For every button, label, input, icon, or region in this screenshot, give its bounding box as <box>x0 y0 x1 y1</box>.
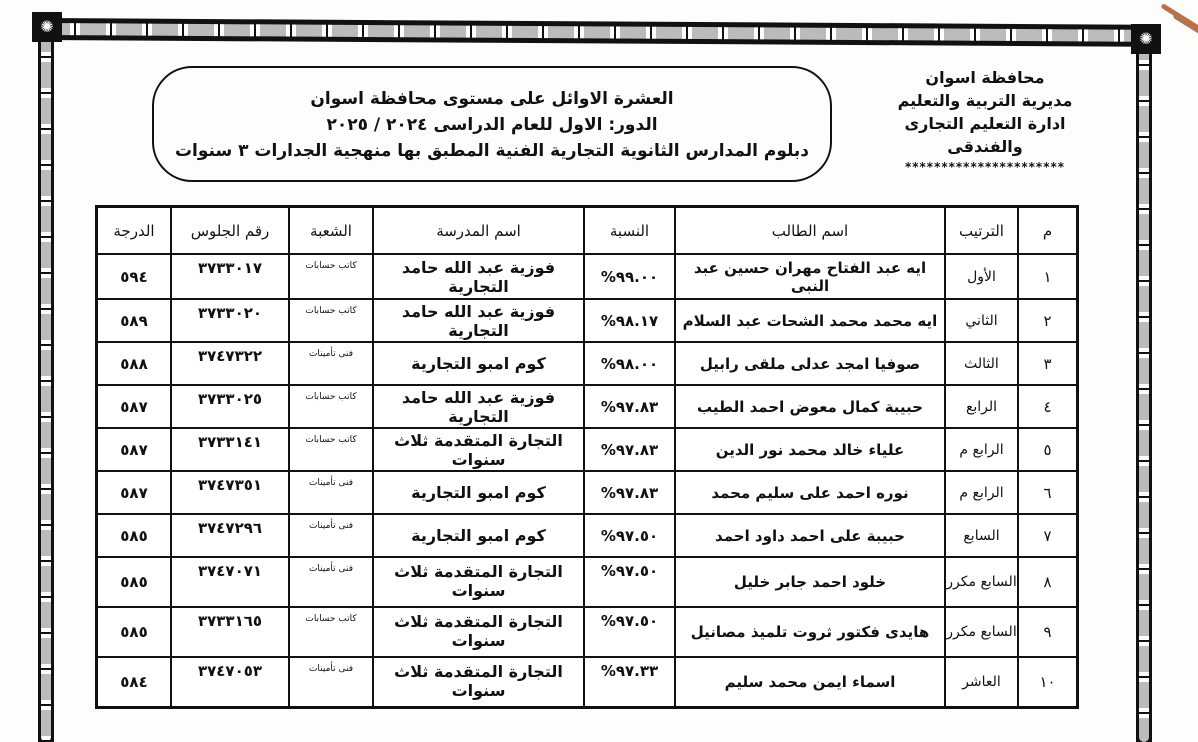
org-administration: ادارة التعليم التجارى والفندقى <box>904 114 1066 156</box>
cell-branch: كاتب حسابات <box>289 428 373 471</box>
cell-rank: الثاني <box>945 299 1018 342</box>
cell-school: كوم امبو التجارية <box>373 342 584 385</box>
corner-ornament-icon: ✺ <box>32 12 62 42</box>
col-header-index: م <box>1018 207 1078 255</box>
top-ten-table <box>95 205 1079 709</box>
cell-grade: ٥٨٩ <box>97 299 172 342</box>
cell-seat-number: ٣٧٣٣٠٢٥ <box>171 385 289 428</box>
cell-seat-number: ٣٧٣٣١٤١ <box>171 428 289 471</box>
cell-index: ١ <box>1018 254 1078 299</box>
cell-school: فوزية عبد الله حامد التجارية <box>373 254 584 299</box>
cell-percentage: %٩٧.٥٠ <box>584 607 675 657</box>
table-row <box>97 428 1078 471</box>
org-governorate: محافظة اسوان <box>925 68 1045 87</box>
cell-school: كوم امبو التجارية <box>373 471 584 514</box>
cell-grade: ٥٨٥ <box>97 514 172 557</box>
cell-student-name: اسماء ايمن محمد سليم <box>675 657 945 707</box>
cell-branch: فنى تأمينات <box>289 342 373 385</box>
col-header-school: اسم المدرسة <box>373 207 584 255</box>
cell-seat-number: ٣٧٤٧٠٥٣ <box>171 657 289 707</box>
cell-grade: ٥٩٤ <box>97 254 172 299</box>
cell-grade: ٥٨٨ <box>97 342 172 385</box>
title-box <box>152 66 832 182</box>
cell-branch: فنى تأمينات <box>289 514 373 557</box>
cell-grade: ٥٨٧ <box>97 471 172 514</box>
cell-student-name: هايدى فكتور ثروت تلميذ مصانيل <box>675 607 945 657</box>
cell-branch: كاتب حسابات <box>289 607 373 657</box>
cell-index: ٤ <box>1018 385 1078 428</box>
cell-student-name: ايه محمد محمد الشحات عبد السلام <box>675 299 945 342</box>
col-header-seat-number: رقم الجلوس <box>171 207 289 255</box>
cell-rank: الأول <box>945 254 1018 299</box>
col-header-branch: الشعبة <box>289 207 373 255</box>
cell-percentage: %٩٩.٠٠ <box>584 254 675 299</box>
cell-percentage: %٩٧.٣٣ <box>584 657 675 707</box>
cell-index: ١٠ <box>1018 657 1078 707</box>
cell-rank: الرابع م <box>945 471 1018 514</box>
cell-grade: ٥٨٥ <box>97 557 172 607</box>
stars-divider: ********************** <box>904 160 1066 174</box>
cell-index: ٩ <box>1018 607 1078 657</box>
cell-rank: الثالث <box>945 342 1018 385</box>
cell-student-name: نوره احمد على سليم محمد <box>675 471 945 514</box>
cell-school: التجارة المتقدمة ثلاث سنوات <box>373 557 584 607</box>
cell-index: ٦ <box>1018 471 1078 514</box>
cell-school: فوزية عبد الله حامد التجارية <box>373 385 584 428</box>
cell-student-name: حبيبة كمال معوض احمد الطيب <box>675 385 945 428</box>
table-row <box>97 514 1078 557</box>
cell-seat-number: ٣٧٣٣٠١٧ <box>171 254 289 299</box>
cell-percentage: %٩٨.١٧ <box>584 299 675 342</box>
cell-rank: الرابع م <box>945 428 1018 471</box>
cell-percentage: %٩٨.٠٠ <box>584 342 675 385</box>
cell-school: التجارة المتقدمة ثلاث سنوات <box>373 607 584 657</box>
cell-rank: السابع <box>945 514 1018 557</box>
cell-rank: العاشر <box>945 657 1018 707</box>
cell-percentage: %٩٧.٨٣ <box>584 385 675 428</box>
table-row <box>97 657 1078 707</box>
table-header-row <box>97 207 1078 255</box>
title-line-2: الدور: الاول للعام الدراسى ٢٠٢٤ / ٢٠٢٥ <box>326 115 658 135</box>
col-header-grade: الدرجة <box>97 207 172 255</box>
cell-branch: فنى تأمينات <box>289 471 373 514</box>
cell-index: ٥ <box>1018 428 1078 471</box>
cell-index: ٢ <box>1018 299 1078 342</box>
cell-rank: السابع مكرر <box>945 557 1018 607</box>
cell-branch: فنى تأمينات <box>289 557 373 607</box>
table-row <box>97 342 1078 385</box>
cell-rank: السابع مكرر <box>945 607 1018 657</box>
cell-branch: كاتب حسابات <box>289 299 373 342</box>
col-header-student-name: اسم الطالب <box>675 207 945 255</box>
table-row <box>97 254 1078 299</box>
cell-seat-number: ٣٧٤٧٢٩٦ <box>171 514 289 557</box>
cell-school: التجارة المتقدمة ثلاث سنوات <box>373 428 584 471</box>
cell-seat-number: ٣٧٤٧٠٧١ <box>171 557 289 607</box>
cell-student-name: حبيبة على احمد داود احمد <box>675 514 945 557</box>
cell-percentage: %٩٧.٥٠ <box>584 514 675 557</box>
cell-percentage: %٩٧.٥٠ <box>584 557 675 607</box>
cell-grade: ٥٨٧ <box>97 428 172 471</box>
cell-seat-number: ٣٧٣٣١٦٥ <box>171 607 289 657</box>
corner-ornament-icon: ✺ <box>1131 24 1161 54</box>
cell-grade: ٥٨٤ <box>97 657 172 707</box>
cell-branch: كاتب حسابات <box>289 254 373 299</box>
table-row <box>97 607 1078 657</box>
cell-student-name: ايه عبد الفتاح مهران حسين عبد النبى <box>675 254 945 299</box>
title-line-1: العشرة الاوائل على مستوى محافظة اسوان <box>310 89 674 109</box>
cell-student-name: علياء خالد محمد نور الدين <box>675 428 945 471</box>
table-row <box>97 385 1078 428</box>
cell-student-name: خلود احمد جابر خليل <box>675 557 945 607</box>
cell-branch: فنى تأمينات <box>289 657 373 707</box>
cell-school: التجارة المتقدمة ثلاث سنوات <box>373 657 584 707</box>
col-header-rank: الترتيب <box>945 207 1018 255</box>
cell-school: فوزية عبد الله حامد التجارية <box>373 299 584 342</box>
border-right <box>1136 30 1152 742</box>
col-header-percentage: النسبة <box>584 207 675 255</box>
cell-percentage: %٩٧.٨٣ <box>584 471 675 514</box>
cell-school: كوم امبو التجارية <box>373 514 584 557</box>
cell-seat-number: ٣٧٤٧٣٥١ <box>171 471 289 514</box>
title-line-3: دبلوم المدارس الثانوية التجارية الفنية المطبق بها منهجية الجدارات ٣ سنوات <box>174 141 810 161</box>
cell-grade: ٥٨٥ <box>97 607 172 657</box>
table-row <box>97 471 1078 514</box>
organization-header <box>870 66 1100 176</box>
border-left <box>38 22 54 742</box>
org-directorate: مديرية التربية والتعليم <box>897 91 1073 110</box>
cell-index: ٨ <box>1018 557 1078 607</box>
cell-rank: الرابع <box>945 385 1018 428</box>
cell-grade: ٥٨٧ <box>97 385 172 428</box>
cell-index: ٣ <box>1018 342 1078 385</box>
table-row <box>97 557 1078 607</box>
cell-percentage: %٩٧.٨٣ <box>584 428 675 471</box>
cell-seat-number: ٣٧٣٣٠٢٠ <box>171 299 289 342</box>
cell-branch: كاتب حسابات <box>289 385 373 428</box>
table-row <box>97 299 1078 342</box>
cell-seat-number: ٣٧٤٧٣٢٢ <box>171 342 289 385</box>
cell-index: ٧ <box>1018 514 1078 557</box>
border-top <box>40 18 1145 47</box>
cell-student-name: صوفيا امجد عدلى ملقى رابيل <box>675 342 945 385</box>
